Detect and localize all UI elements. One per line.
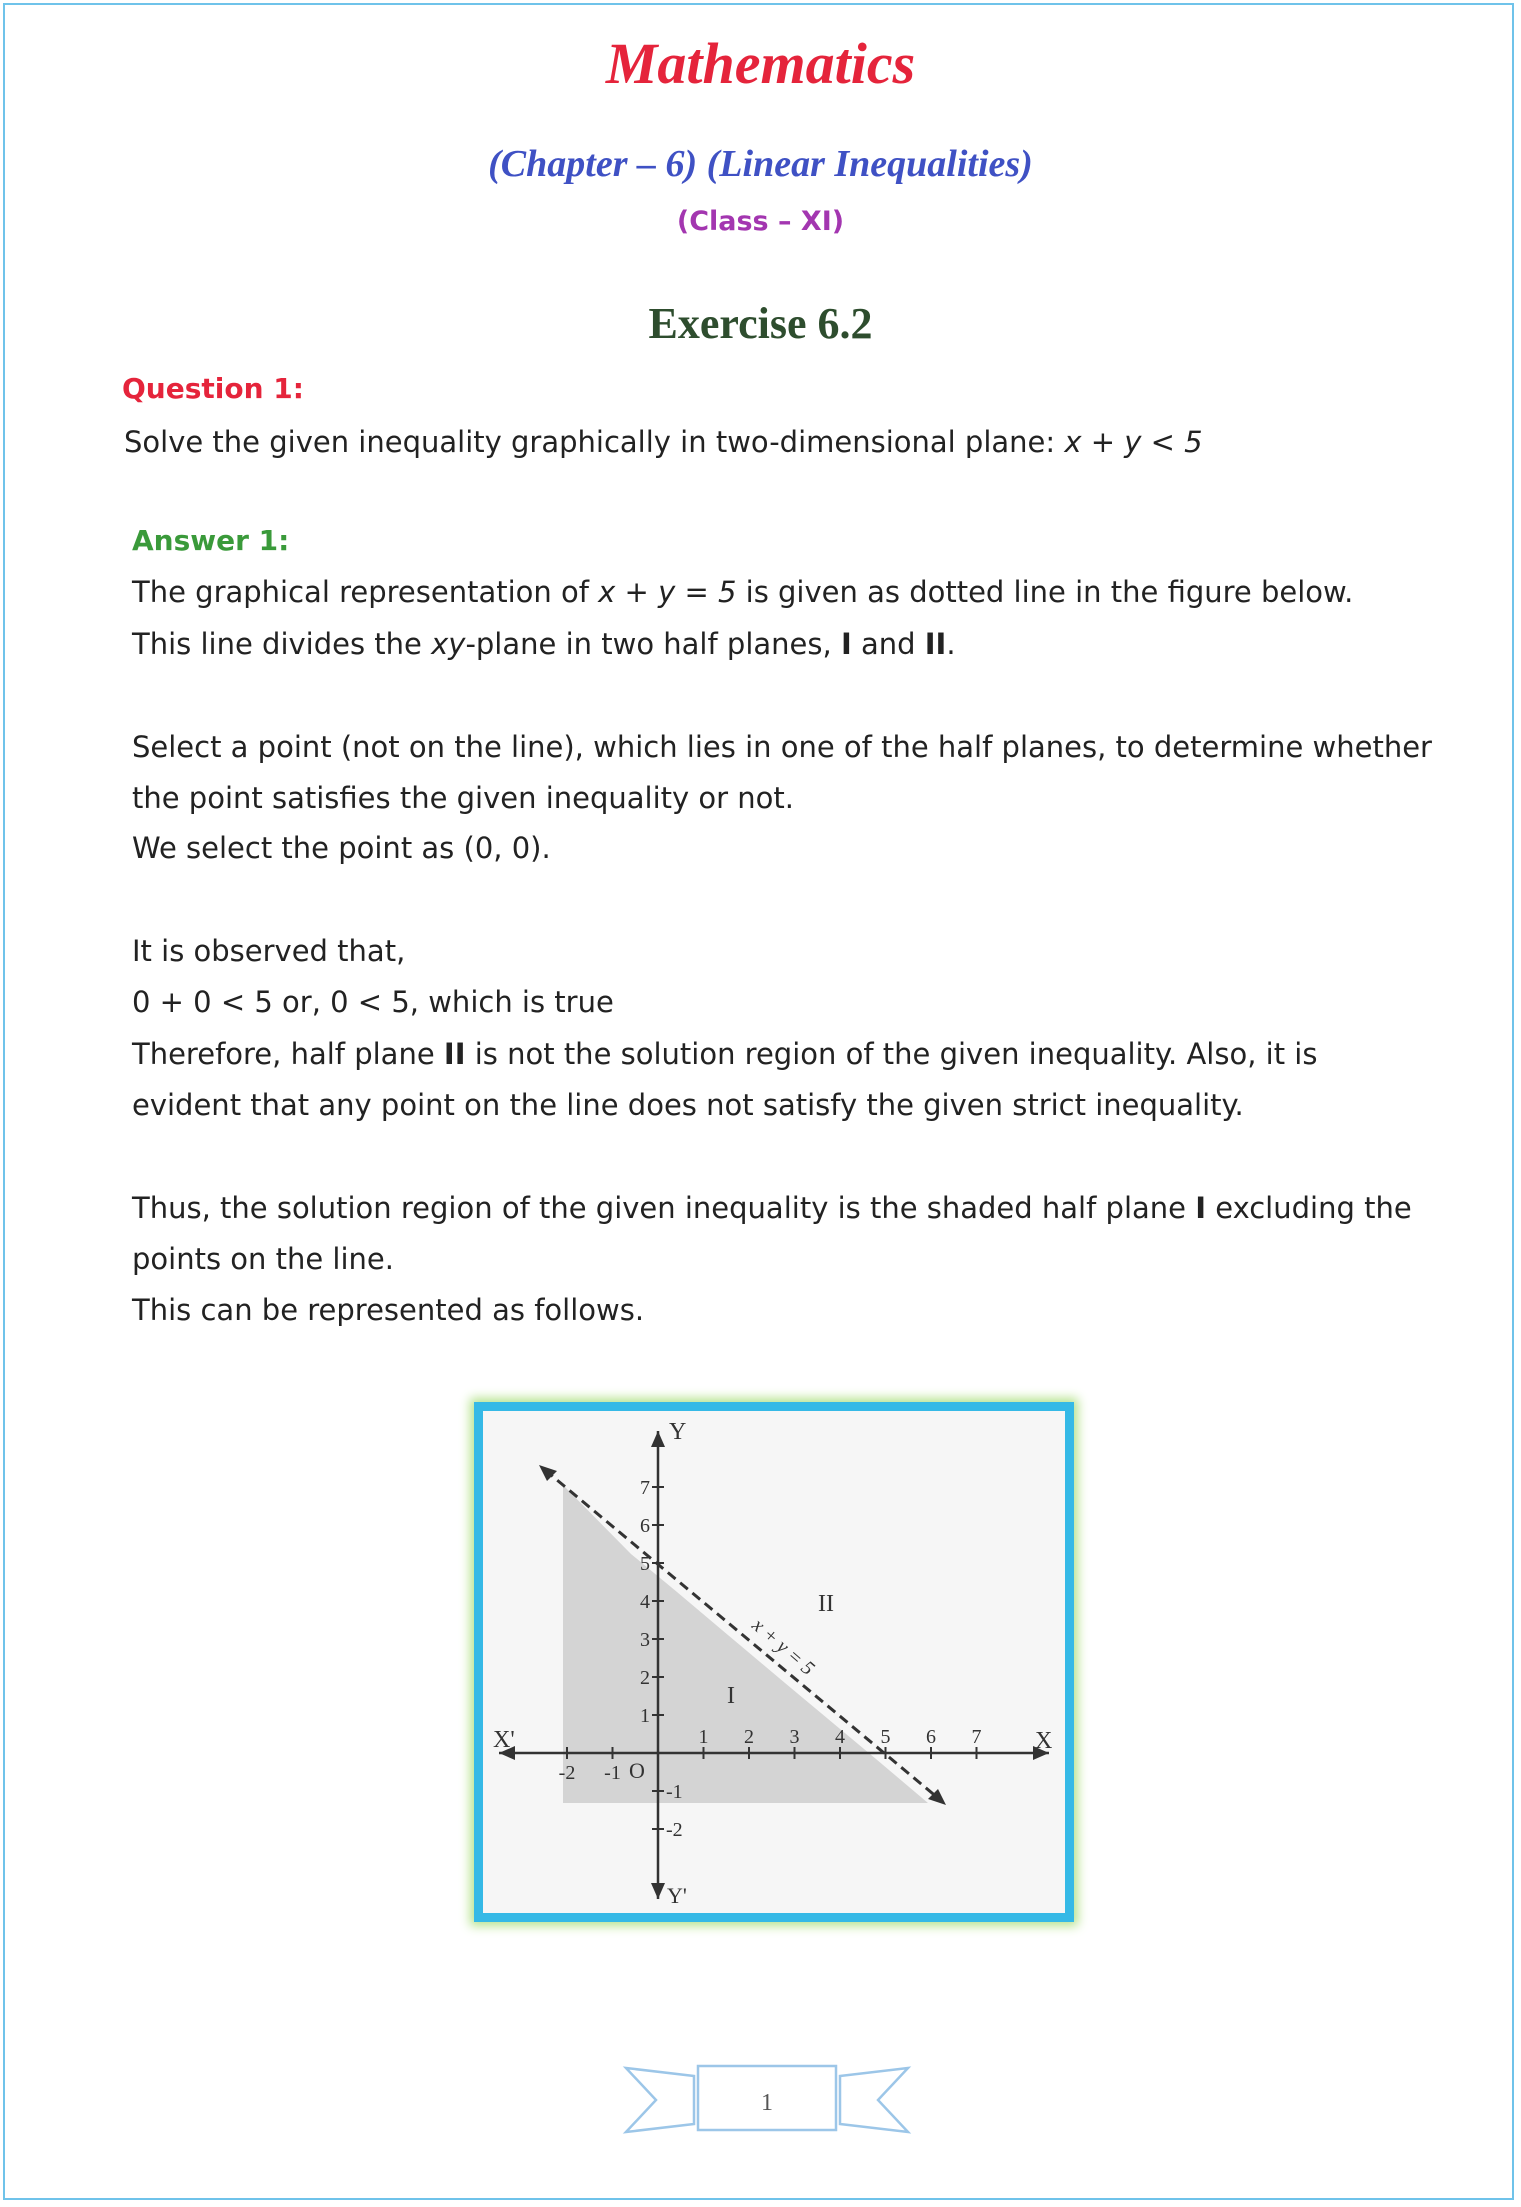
y-tick-label: 4: [640, 1591, 650, 1613]
class-heading: (Class – XI): [676, 206, 845, 237]
answer-text: This line divides the: [132, 627, 432, 661]
x-tick-label: 2: [744, 1726, 754, 1748]
half-plane-II: II: [443, 1037, 466, 1071]
y-tick-label: 2: [640, 1667, 650, 1689]
region-II-label: II: [818, 1591, 834, 1617]
x-axis-label: X: [1035, 1728, 1053, 1754]
y-prime-axis-label: Y': [667, 1883, 687, 1908]
inequality-graph: [474, 1402, 1074, 1922]
x-tick-label: 5: [880, 1726, 891, 1748]
page-title: Mathematics: [605, 31, 916, 96]
answer-text: Thus, the solution region of the given inequality is the shaded half plane: [132, 1191, 1196, 1225]
question-lead: Solve the given inequality graphically in two-dimensional plane:: [124, 425, 1065, 459]
x-tick-label: 1: [698, 1726, 709, 1748]
xy-term: xy: [431, 627, 466, 661]
answer-paragraph-8: [132, 1034, 1317, 1074]
y-tick-label: 6: [640, 1515, 650, 1537]
answer-text: The graphical representation of: [132, 575, 599, 609]
y-axis-arrow-down: [651, 1883, 665, 1899]
y-tick-label: 5: [640, 1553, 650, 1575]
answer-paragraph-1: [132, 572, 1353, 612]
answer-text: and: [851, 627, 925, 661]
question-text: [124, 422, 1203, 462]
answer-paragraph-7: 0 + 0 < 5 or, 0 < 5, which is true: [132, 985, 614, 1019]
answer-paragraph-10: [132, 1188, 1412, 1228]
y-tick-label: 3: [640, 1629, 650, 1651]
x-tick-label: 4: [835, 1726, 845, 1748]
x-tick-label: -2: [558, 1762, 576, 1784]
y-tick-label: -2: [666, 1819, 683, 1841]
graph-svg: [483, 1411, 1065, 1913]
page-number-ribbon: [622, 2058, 912, 2140]
y-tick-label: 1: [640, 1705, 650, 1727]
x-tick-label: 3: [789, 1726, 800, 1748]
question-expression: x + y < 5: [1064, 425, 1203, 459]
answer-paragraph-2: [132, 624, 956, 664]
line-equation-label: x + y = 5: [747, 1614, 819, 1680]
x-prime-axis-label: X': [493, 1727, 515, 1753]
answer-paragraph-3: Select a point (not on the line), which lies in one of the half planes, to determine whether: [132, 730, 1432, 764]
answer-paragraph-4: the point satisfies the given inequality or not.: [132, 781, 795, 815]
y-tick-label: -1: [666, 1781, 683, 1803]
x-tick-label: -1: [604, 1762, 621, 1784]
answer-paragraph-6: It is observed that,: [132, 934, 406, 968]
half-plane-II: II: [924, 627, 947, 661]
answer-paragraph-9: evident that any point on the line does not satisfy the given strict inequality.: [132, 1088, 1244, 1122]
answer-text: -plane in two half planes,: [465, 627, 841, 661]
line-equation: x + y = 5: [598, 575, 737, 609]
answer-paragraph-12: This can be represented as follows.: [132, 1293, 645, 1327]
page-number: 1: [761, 2090, 773, 2116]
ribbon-right: [840, 2068, 908, 2132]
region-I-label: I: [727, 1683, 735, 1709]
answer-label: Answer 1:: [132, 524, 290, 557]
answer-text: Therefore, half plane: [132, 1037, 444, 1071]
y-axis-label: Y: [669, 1419, 687, 1445]
x-tick-label: 6: [926, 1726, 936, 1748]
question-label: Question 1:: [122, 372, 304, 405]
solution-region: [563, 1485, 928, 1803]
answer-text: is given as dotted line in the figure below.: [736, 575, 1354, 609]
y-tick-label: 7: [640, 1477, 650, 1499]
ribbon-left: [626, 2068, 694, 2132]
boundary-arrow-top: [539, 1465, 557, 1481]
origin-label: O: [629, 1758, 645, 1783]
answer-text: is not the solution region of the given inequality. Also, it is: [465, 1037, 1318, 1071]
answer-text: .: [946, 627, 956, 661]
x-tick-label: 7: [971, 1726, 982, 1748]
half-plane-I: I: [840, 627, 852, 661]
exercise-heading: Exercise 6.2: [648, 299, 873, 348]
chapter-heading: (Chapter – 6) (Linear Inequalities): [488, 143, 1033, 185]
half-plane-I: I: [1195, 1191, 1207, 1225]
y-axis-arrow-up: [651, 1431, 665, 1447]
answer-paragraph-11: points on the line.: [132, 1242, 394, 1276]
answer-paragraph-5: We select the point as (0, 0).: [132, 831, 551, 865]
answer-text: excluding the: [1206, 1191, 1412, 1225]
